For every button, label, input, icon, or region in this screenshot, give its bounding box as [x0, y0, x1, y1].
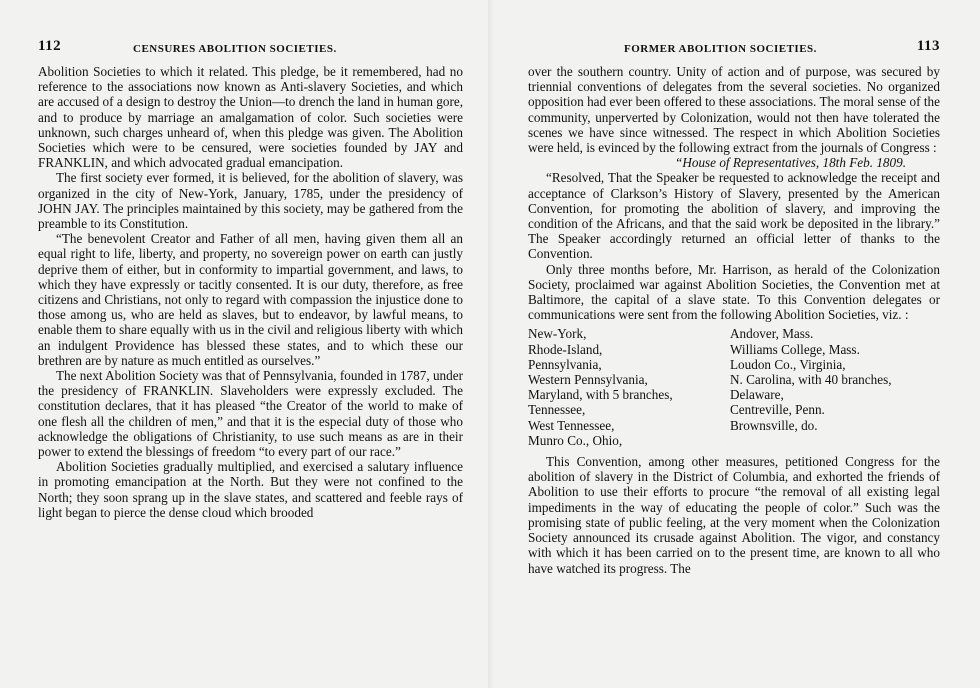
left-running-head — [38, 38, 463, 60]
society-item: N. Carolina, with 40 branches, — [730, 372, 892, 388]
society-item: Munro Co., Ohio, — [528, 432, 623, 448]
right-page — [528, 0, 940, 688]
book-gutter — [488, 0, 494, 688]
society-item: Loudon Co., Virginia, — [730, 356, 846, 372]
left-paragraph-1: Abolition Societies to which it related. This pledge, be it remembered, had no reference to the associations now known as Anti-slavery Societies, and which are accused of a design to destroy the Union—to drench the land in human gore, and to produce by marriage an amalgamation of color. Such societies were unknown, such charges unheard of, when this pledge was given. The Abolition Societies which were to be censured, were societies founded by JAY and FRANKLIN, and which advocated gradual emancipation. — [38, 64, 463, 171]
left-running-title: CENSURES ABOLITION SOCIETIES. — [133, 43, 337, 55]
society-item: New-York, — [528, 326, 587, 342]
journal-dateline: “House of Representatives, 18th Feb. 1809. — [675, 155, 906, 171]
society-item: Rhode-Island, — [528, 341, 603, 357]
left-paragraph-4: The next Abolition Society was that of Pennsylvania, founded in 1787, under the presidency of FRANKLIN. Slaveholders were expressly excluded. The constitution declares, that it has pleased “the Creator of the world to make of one flesh all the children of men,” and that it is the especial duty of those who acknowledge the obligations of Christianity, to use such means as are in their power to extend the blessings of freedom “to every part of our race.” — [38, 368, 463, 460]
society-item: Brownsville, do. — [730, 417, 818, 433]
right-running-head — [528, 38, 940, 60]
society-item: Pennsylvania, — [528, 356, 602, 372]
left-body-text — [38, 64, 463, 520]
right-paragraph-2: “Resolved, That the Speaker be requested to acknowledge the receipt and acceptance of Clarkson’s History of Slavery, presented by the American Convention, for promoting the abolition of slavery, and improving the condition of the Africans, and that the said work be deposited in the library.” The Speaker accordingly returned an official letter of thanks to the Convention. — [528, 170, 940, 262]
left-page — [38, 0, 463, 688]
societies-list — [528, 326, 940, 448]
right-paragraph-4: This Convention, among other measures, petitioned Congress for the abolition of slavery in the District of Columbia, and exhorted the friends of Abolition to use their efforts to procure “the removal of all existing legal impediments in the way of educating the people of color.” Such was the promising state of public feeling, at the very moment when the Colonization Society announced its crusade against Abolition. The vigor, and constancy with which it has been carried on to the present time, are known to all who have watched its progress. The — [528, 454, 940, 576]
society-item — [730, 433, 940, 448]
right-page-number: 113 — [916, 38, 940, 54]
right-paragraph-3: Only three months before, Mr. Harrison, as herald of the Colonization Society, proclaimed war against Abolition Societies, the Convention met at Baltimore, the capital of a slave state. To this Convention delegates or communications were sent from the following Abolition Societies, viz. : — [528, 261, 940, 323]
society-item: Maryland, with 5 branches, — [528, 387, 673, 403]
society-item: Delaware, — [730, 387, 784, 403]
right-body-text — [528, 64, 940, 576]
society-item: Western Pennsylvania, — [528, 372, 648, 388]
society-item: Centreville, Penn. — [730, 402, 825, 418]
left-paragraph-5: Abolition Societies gradually multiplied, and exercised a salutary influence in promoting emancipation at the North. But they were not confined to the North; they soon sprang up in the slave states, and scattered and feeble rays of light began to pierce the dense cloud which brooded — [38, 459, 463, 520]
right-paragraph-1: over the southern country. Unity of action and of purpose, was secured by triennial conventions of delegates from the several societies. No organized opposition had ever been offered to these associations. The moral sense of the community, unperverted by Colonization, would not then have tolerated the scenes we have since witnessed. The respect in which Abolition Societies were held, is evinced by the following extract from the journals of Congress : — [528, 64, 940, 156]
left-paragraph-2: The first society ever formed, it is believed, for the abolition of slavery, was organized in the city of New-York, January, 1785, under the presidency of JOHN JAY. The principles maintained by this society, may be gathered from the preamble to its Constitution. — [38, 170, 463, 232]
society-item: Williams College, Mass. — [730, 341, 860, 357]
society-item: Andover, Mass. — [730, 326, 814, 342]
society-item: West Tennessee, — [528, 417, 615, 433]
society-item: Tennessee, — [528, 402, 586, 418]
left-page-number: 112 — [38, 38, 62, 54]
right-running-title: FORMER ABOLITION SOCIETIES. — [624, 43, 817, 55]
left-paragraph-3: “The benevolent Creator and Father of all men, having given them all an equal right to life, liberty, and property, no sovereign power on earth can justly deprive them of either, but in conformity to impartial government, and laws, to which they have expressly or tacitly consented. It is our duty, therefore, as free citizens and Christians, not only to regard with compassion the injustice done to those among us, who are held as slaves, but to endeavor, by lawful means, to enable them to share equally with us in the civil and religious liberty with which an indulgent Providence has blessed these states, and to which these our brethren are by nature as much entitled as ourselves.” — [38, 231, 463, 368]
